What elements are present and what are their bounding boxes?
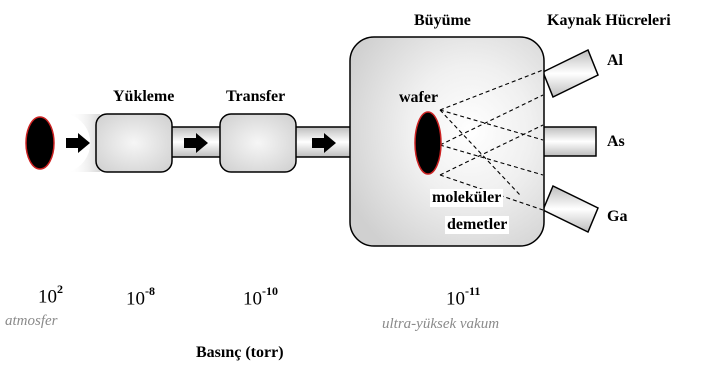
label-al: Al	[607, 52, 623, 69]
pressure-growth: $10^{-11}$	[446, 284, 481, 310]
pressure-atmosphere: $10^2$	[38, 282, 63, 308]
arrow-1	[66, 133, 90, 153]
label-as: As	[607, 133, 625, 150]
wafer-atmosphere	[26, 117, 54, 169]
label-molecular: moleküler	[432, 189, 502, 206]
label-ga: Ga	[607, 208, 628, 225]
note-atmosphere: atmosfer	[5, 313, 58, 329]
label-beams: demetler	[447, 216, 508, 233]
label-growth: Büyüme	[414, 12, 471, 29]
source-cell-ga	[543, 186, 598, 232]
note-uhv: ultra-yüksek vakum	[382, 316, 500, 332]
transfer-chamber	[220, 114, 296, 172]
label-transfer: Transfer	[226, 88, 286, 105]
pressure-transfer: $10^{-10}$	[243, 284, 278, 310]
label-source-cells: Kaynak Hücreleri	[547, 12, 671, 29]
pressure-loading: $10^{-8}$	[126, 284, 155, 310]
source-cell-al	[543, 50, 598, 97]
wafer-growth	[415, 112, 441, 174]
label-wafer: wafer	[399, 89, 439, 106]
source-cell-as	[543, 127, 596, 156]
loading-chamber	[96, 114, 172, 172]
label-loading: Yükleme	[113, 88, 175, 105]
pressure-axis-label: Basınç (torr)	[196, 344, 284, 361]
